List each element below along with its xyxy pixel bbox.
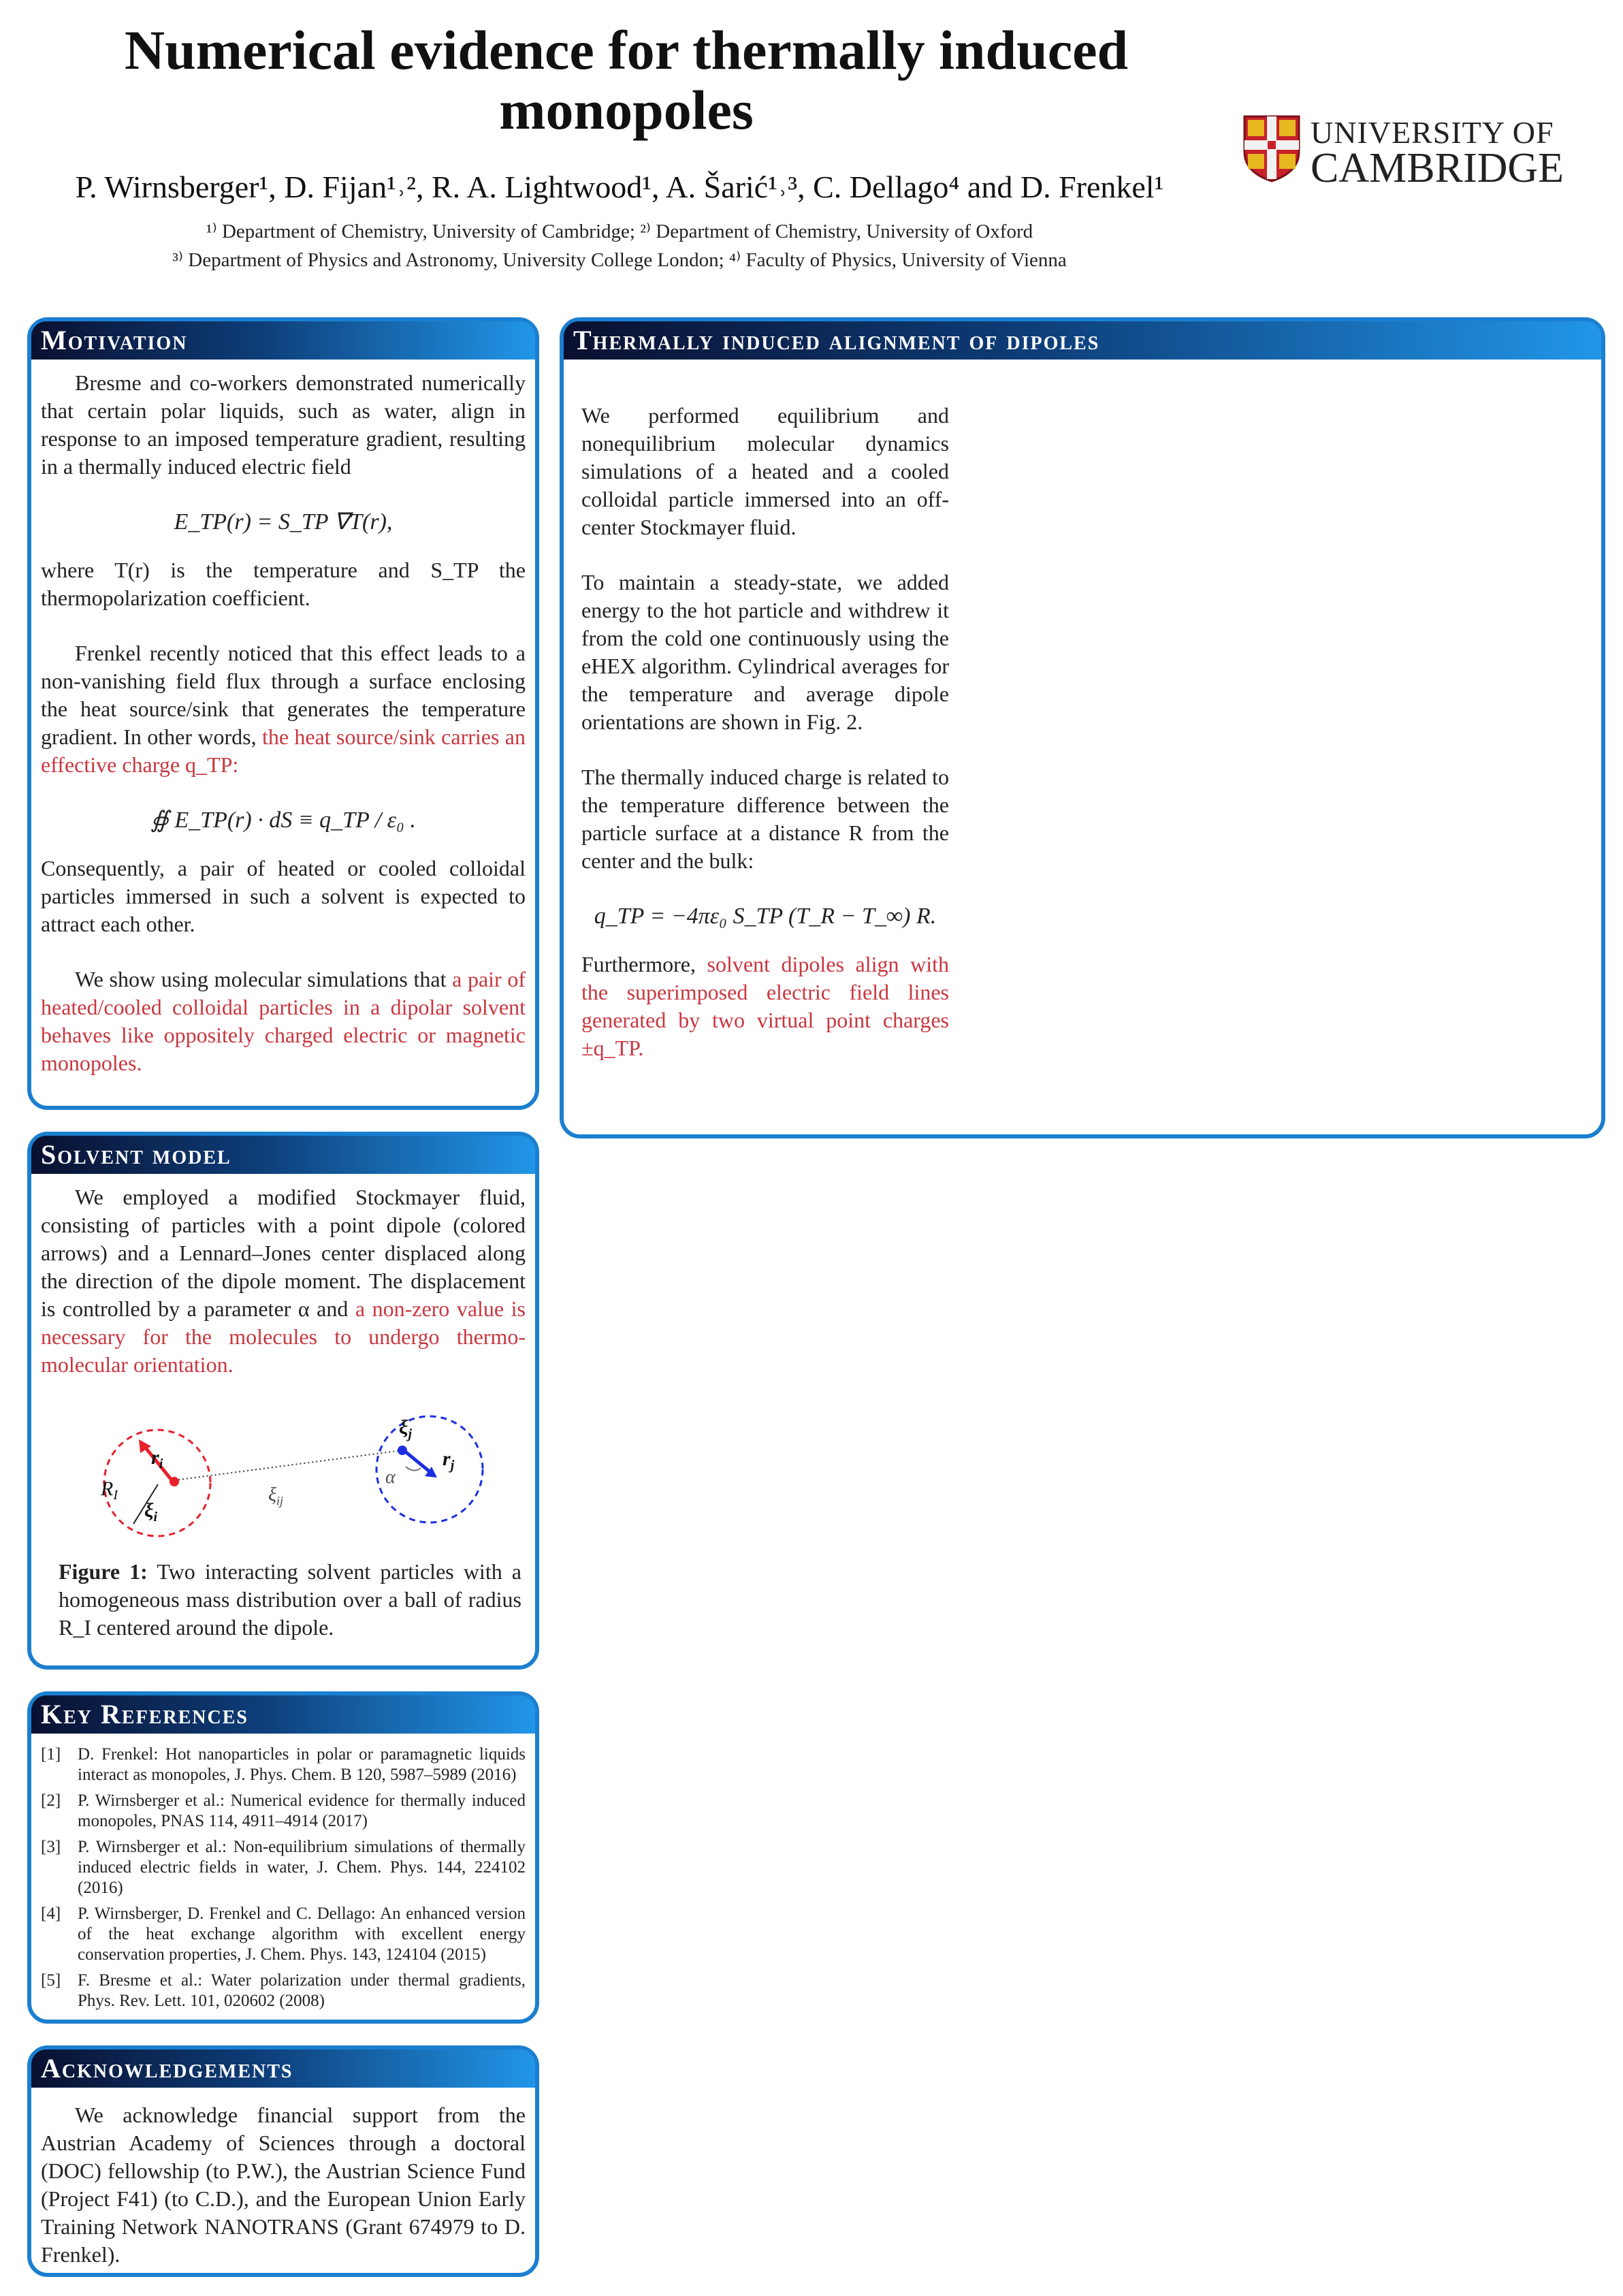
alignment-paragraph: We performed equilibrium and nonequilibrium molecular dynamics simulations of a heated and a cooled colloidal particle immersed into an off-center Stockmayer fluid. bbox=[581, 403, 949, 539]
university-logo bbox=[1242, 114, 1569, 189]
reference-item bbox=[41, 1744, 526, 1785]
angle-arc bbox=[406, 1467, 421, 1471]
reference-text: P. Wirnsberger et al.: Numerical evidence for thermally induced monopoles, PNAS 114, 4911–4914 (2017) bbox=[78, 1791, 526, 1830]
reference-number: [2] bbox=[41, 1791, 61, 1810]
highlight-text: the heat source/sink carries an effective charge q_TP: bbox=[41, 724, 526, 777]
section-heading: Key References bbox=[31, 1695, 535, 1734]
dipole-j-center bbox=[398, 1446, 407, 1455]
solvent-model-section bbox=[27, 1132, 539, 1670]
text-span: We employed a modified Stockmayer fluid, consisting of particles with a point dipole (colored arrows) and a Lennard–Jones center displaced along the direction of the dipole moment. The displacement is controlled by a parameter α and bbox=[41, 1185, 526, 1321]
reference-item bbox=[41, 1791, 526, 1832]
reference-number: [1] bbox=[41, 1745, 61, 1764]
section-heading: Solvent model bbox=[31, 1136, 535, 1174]
label-xi-i: $\xi_i$ bbox=[144, 1499, 158, 1525]
motivation-paragraph: Bresme and co-workers demonstrated numerically that certain polar liquids, such as water, align in response to an imposed temperature gradient, resulting in a thermally induced electric field bbox=[41, 370, 526, 479]
affiliation-line-2: ³⁾ Department of Physics and Astronomy, University College London; ⁴⁾ Faculty of Physics, University of Vienna bbox=[172, 249, 1067, 271]
solvent-particles-diagram bbox=[86, 1408, 508, 1551]
reference-text: P. Wirnsberger et al.: Non-equilibrium simulations of thermally induced electric fields in water, J. Chem. Phys. 144, 224102 (2016) bbox=[78, 1838, 526, 1897]
acknowledgements-text: We acknowledge financial support from the Austrian Academy of Sciences through a doctoral (DOC) fellowship (to P.W.), the Austrian Science Fund (Project F41) (to C.D.), and the European Union Early Training Network NANOTRANS (Grant 674979 to D. Frenkel). bbox=[41, 2103, 526, 2267]
highlight-text: a non-zero value is necessary for the molecules to undergo thermo-molecular orientation. bbox=[41, 1296, 526, 1377]
section-heading: Motivation bbox=[31, 321, 535, 360]
reference-text: F. Bresme et al.: Water polarization under thermal gradients, Phys. Rev. Lett. 101, 020602 (2008) bbox=[78, 1971, 526, 2010]
text-span: Frenkel recently noticed that this effect leads to a non-vanishing field flux through a surface enclosing the heat source/sink that generates the temperature gradient. In other words, bbox=[41, 641, 526, 749]
reference-item bbox=[41, 1971, 526, 2011]
label-alpha: α bbox=[385, 1467, 396, 1488]
reference-text: D. Frenkel: Hot nanoparticles in polar or paramagnetic liquids interact as monopoles, J. Phys. Chem. B 120, 5987–5989 (2016) bbox=[78, 1745, 526, 1784]
equation: E_TP(r) = S_TP ∇T(r), bbox=[174, 509, 393, 535]
label-xi-ij: $\xi_{ij}$ bbox=[268, 1484, 284, 1508]
reference-number: [4] bbox=[41, 1904, 61, 1923]
reference-number: [3] bbox=[41, 1838, 61, 1856]
text-span: We show using molecular simulations that bbox=[75, 967, 453, 991]
motivation-paragraph bbox=[41, 966, 526, 1077]
highlight-text: a pair of heated/cooled colloidal particles in a dipolar solvent behaves like oppositely charged electric or magnetic monopoles. bbox=[41, 967, 526, 1075]
caption-text: Two interacting solvent particles with a homogeneous mass distribution over a ball of radius R_I centered around the dipole. bbox=[59, 1559, 522, 1640]
section-heading: Acknowledgements bbox=[31, 2050, 535, 2088]
acknowledgements-section bbox=[27, 2045, 539, 2277]
poster-title: Numerical evidence for thermally induced monopoles bbox=[124, 19, 1129, 141]
section-heading: Thermally induced alignment of dipoles bbox=[564, 321, 1601, 360]
references-section bbox=[27, 1691, 539, 2024]
alignment-paragraph: To maintain a steady-state, we added energy to the hot particle and withdrew it from the cold one continuously using the eHEX algorithm. Cylindrical averages for the temperature and average dipole orientations are shown in Fig. 2. bbox=[581, 570, 949, 734]
alignment-section bbox=[560, 317, 1605, 1138]
label-xi-j: $\xi_j$ bbox=[399, 1416, 413, 1441]
caption-label: Figure 1: bbox=[59, 1559, 148, 1584]
motivation-paragraph: Consequently, a pair of heated or cooled colloidal particles immersed in such a solvent is expected to attract each other. bbox=[41, 856, 526, 936]
label-radius: $R_I$ bbox=[101, 1478, 118, 1503]
label-rj: $r_j$ bbox=[443, 1448, 455, 1473]
logo-line-2: CAMBRIDGE bbox=[1311, 145, 1564, 191]
distance-line bbox=[174, 1450, 402, 1480]
reference-item bbox=[41, 1837, 526, 1898]
dipole-i-center bbox=[170, 1477, 179, 1486]
equation: ∯ E_TP(r) · dS ≡ q_TP / ε₀ . bbox=[150, 808, 416, 833]
logo-line-1: UNIVERSITY OF bbox=[1311, 115, 1554, 150]
motivation-section bbox=[27, 317, 539, 1110]
solvent-paragraph bbox=[41, 1183, 526, 1379]
reference-number: [5] bbox=[41, 1971, 61, 1990]
crest-icon bbox=[1242, 114, 1301, 182]
highlight-text: solvent dipoles align with the superimposed electric field lines generated by two virtual point charges ±q_TP. bbox=[581, 952, 950, 1060]
label-ri: $r_i$ bbox=[151, 1446, 163, 1471]
alignment-paragraph bbox=[581, 951, 949, 1062]
motivation-paragraph: where T(r) is the temperature and S_TP the thermopolarization coefficient. bbox=[41, 558, 526, 610]
equation: q_TP = −4πε₀ S_TP (T_R − T_∞) R. bbox=[594, 904, 937, 929]
figure-caption bbox=[59, 1558, 521, 1642]
author-list: P. Wirnsberger¹, D. Fijan¹˒², R. A. Lightwood¹, A. Šarić¹˒³, C. Dellago⁴ and D. Frenkel¹ bbox=[75, 170, 1164, 204]
text-span: Furthermore, bbox=[581, 952, 707, 976]
affiliation-line-1: ¹⁾ Department of Chemistry, University of Cambridge; ²⁾ Department of Chemistry, University of Oxford bbox=[206, 221, 1033, 242]
motivation-paragraph bbox=[41, 639, 526, 779]
alignment-paragraph: The thermally induced charge is related to the temperature difference between the particle surface at a distance R from the center and the bulk: bbox=[581, 765, 949, 873]
reference-item bbox=[41, 1904, 526, 1965]
reference-list bbox=[41, 1744, 526, 2017]
reference-text: P. Wirnsberger, D. Frenkel and C. Dellago: An enhanced version of the heat exchange algorithm with excellent energy conservation properties, J. Chem. Phys. 143, 124104 (2015) bbox=[78, 1904, 526, 1964]
